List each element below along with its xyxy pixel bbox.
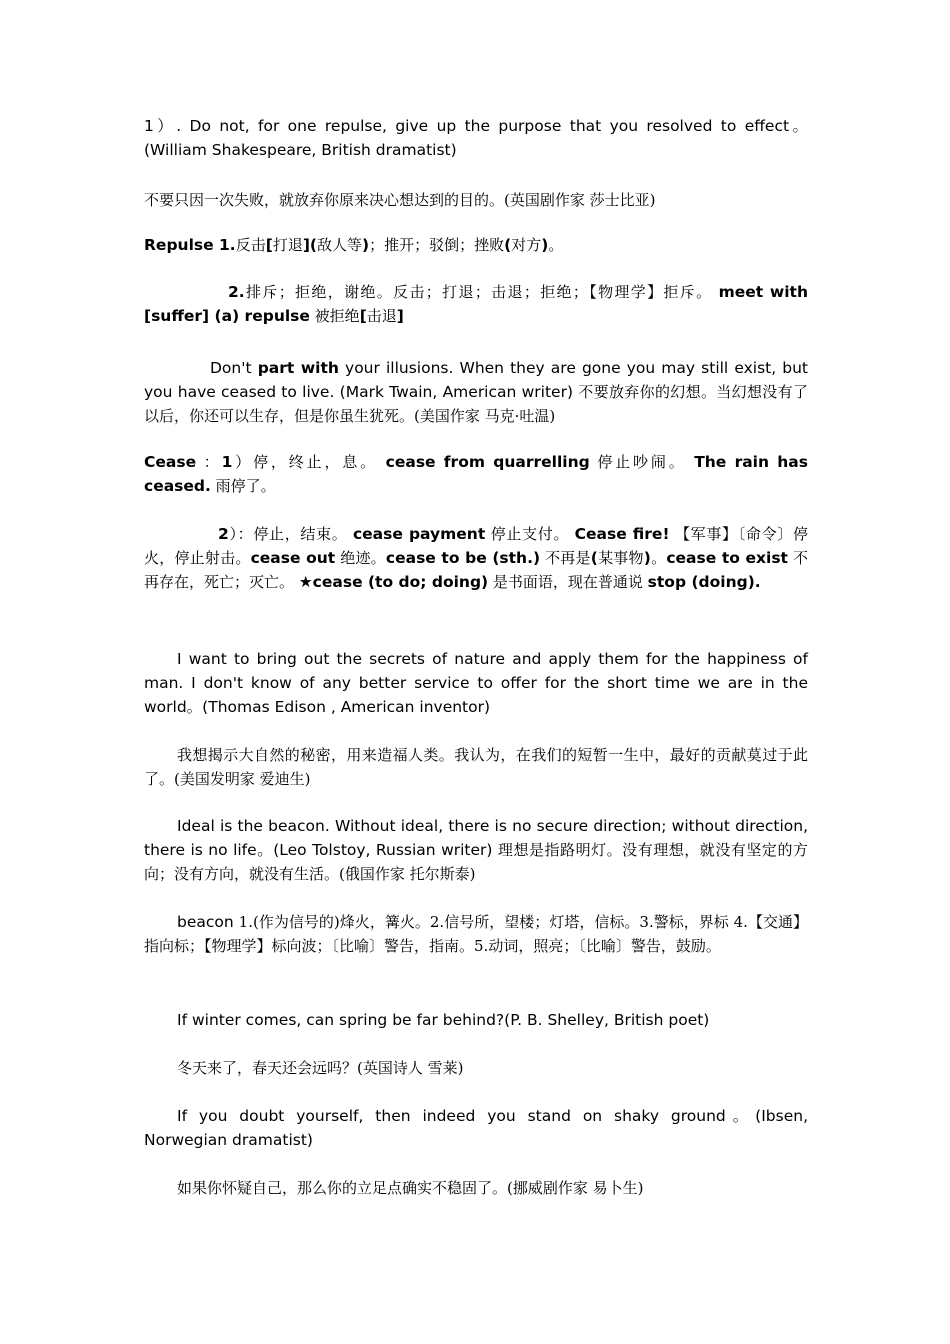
definition-text: 1.(作为信号的)烽火，篝火。2.信号所，望楼；灯塔，信标。3.警标，界标 4.【交通】指向标；【物理学】标向波；〔比喻〕警告，指南。5.动词，照亮；〔比喻〕警告，鼓励。 (144, 913, 808, 955)
bracket: [ (359, 307, 367, 325)
definition-text: 不再存在，死亡；灭亡。 (144, 549, 808, 591)
definition-text: 绝迹。 (335, 549, 386, 567)
quote-text: Ideal is the beacon. Without ideal, there is no secure direction; without direction, there is no life。(Leo Tolstoy, Russian writer) (144, 817, 808, 859)
bracket: [ (265, 236, 273, 254)
definition-text: 打退 (272, 236, 303, 254)
definition-text: 被拒绝 (309, 307, 360, 325)
quote-text: 1）. Do not, for one repulse, give up the purpose that you resolved to effect。(William Shakespeare, British dramatist) (144, 117, 808, 159)
headword: beacon (177, 913, 239, 931)
phrase: Cease fire! (574, 525, 670, 543)
definition-text: 。 (548, 236, 564, 254)
quote-shakespeare-cn (144, 188, 808, 212)
definition-text: 对方 (511, 236, 542, 254)
definition-text: 击退 (366, 307, 397, 325)
translation-text: 如果你怀疑自己，那么你的立足点确实不稳固了。(挪威剧作家 易卜生) (177, 1179, 644, 1197)
phrase: cease payment (352, 525, 486, 543)
beacon-definition (144, 910, 808, 958)
definition-text: 敌人等 (317, 236, 363, 254)
quote-edison-cn (144, 743, 808, 791)
bracket: ]( (302, 236, 317, 254)
definition-text: ）：停止，结束。 (228, 525, 353, 543)
cease-definition-2 (144, 522, 808, 594)
definition-text: 【军事】〔命令〕停火，停止射击。 (144, 525, 808, 567)
repulse-definition-2 (144, 280, 808, 328)
bracket: ( (590, 549, 598, 567)
definition-text: 反击 (235, 236, 266, 254)
phrase: meet with [suffer] (a) repulse (144, 283, 808, 325)
quote-twain (144, 356, 808, 428)
translation-text: 我想揭示大自然的秘密，用来造福人类。我认为，在我们的短暂一生中，最好的贡献莫过于此了。(美国发明家 爱迪生) (144, 746, 808, 788)
phrase: cease to exist (666, 549, 788, 567)
translation-text: 不要只因一次失败，就放弃你原来决心想达到的目的。(英国剧作家 莎士比亚) (144, 191, 656, 209)
quote-text: Don't (210, 359, 258, 377)
quote-edison-en (144, 647, 808, 719)
quote-ibsen-en (144, 1104, 808, 1152)
bracket: ) (541, 236, 549, 254)
definition-text: ： (196, 453, 222, 471)
sense-number: 1 (221, 453, 233, 471)
phrase: The rain has ceased. (144, 453, 808, 495)
quote-text: I want to bring out the secrets of nature and apply them for the happiness of man. I don't know of any better service to offer for the short time we are in the world。(Thomas Edison , American inventor) (144, 650, 808, 716)
sense-number: 2 (218, 525, 229, 543)
definition-text: 雨停了。 (210, 477, 276, 495)
headword: Repulse 1. (144, 236, 236, 254)
bracket: ( (504, 236, 512, 254)
quote-text: your illusions. When they are gone you may still exist, but you have ceased to live. (Mark Twain, American writer) (144, 359, 808, 401)
phrase: cease from quarrelling (385, 453, 590, 471)
headword: Cease (144, 453, 197, 471)
repulse-definition-1 (144, 233, 808, 257)
definition-text: ）停，终止，息。 (232, 453, 386, 471)
quote-ibsen-cn (144, 1176, 808, 1200)
definition-text: ；推开；驳倒；挫败 (369, 236, 505, 254)
quote-shakespeare-en (144, 114, 808, 162)
quote-tolstoy (144, 814, 808, 886)
definition-text: 是书面语，现在普通说 (488, 573, 648, 591)
sense-number: 2. (228, 283, 245, 301)
bracket: ) (643, 549, 651, 567)
translation-text: 不要放弃你的幻想。当幻想没有了以后，你还可以生存，但是你虽生犹死。(美国作家 马克·吐温) (144, 383, 808, 425)
definition-text: 排斥；拒绝，谢绝。反击；打退；击退；拒绝；【物理学】拒斥。 (244, 283, 719, 301)
quote-shelley-cn (144, 1056, 808, 1080)
translation-text: 冬天来了，春天还会远吗？(英国诗人 雪莱) (177, 1059, 464, 1077)
definition-text: 停止吵闹。 (589, 453, 695, 471)
phrase: stop (doing). (647, 573, 761, 591)
quote-text: If winter comes, can spring be far behind?(P. B. Shelley, British poet) (177, 1011, 710, 1029)
definition-text: 某事物 (597, 549, 644, 567)
bracket: ) (362, 236, 370, 254)
quote-text: If you doubt yourself, then indeed you stand on shaky ground。(Ibsen, Norwegian dramatist) (144, 1107, 808, 1149)
quote-shelley-en (144, 1008, 808, 1032)
cease-definition-1 (144, 450, 808, 498)
phrase: part with (257, 359, 339, 377)
definition-text: 停止支付。 (485, 525, 575, 543)
phrase: cease to be (sth.) (385, 549, 541, 567)
phrase: cease out (250, 549, 336, 567)
definition-text: 。 (650, 549, 667, 567)
bracket: ] (396, 307, 404, 325)
translation-text: 理想是指路明灯。没有理想，就没有坚定的方向；没有方向，就没有生活。(俄国作家 托尔斯泰) (144, 841, 808, 883)
definition-text: 不再是 (540, 549, 591, 567)
phrase: ★cease (to do; doing) (298, 573, 489, 591)
